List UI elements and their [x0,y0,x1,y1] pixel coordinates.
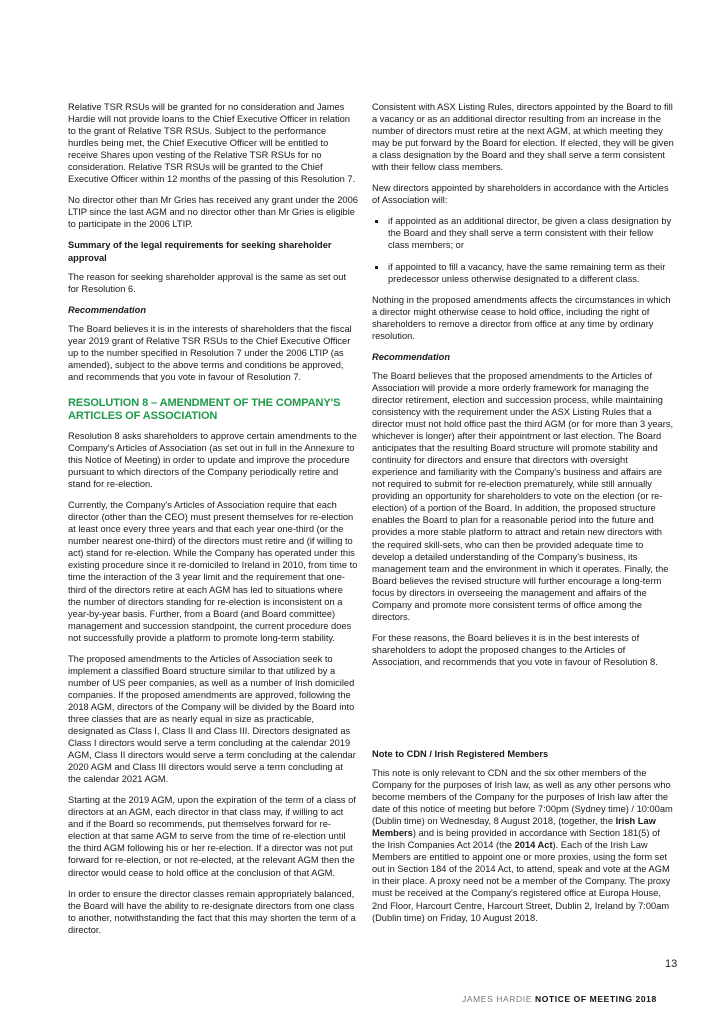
note-heading: Note to CDN / Irish Registered Members [372,748,549,759]
footer [462,994,657,1004]
paragraph: Starting at the 2019 AGM, upon the expiration of the term of a class of directors at an AGM, each director in that class may, if willing to act and if the Board so recommends, put themselves forward for re-election at that same AGM to serve from the time of re-election until the third AGM following his or her re-election. If a director was not put forward for re-election, or not re-elected, at the relevant AGM then the director would cease to hold office at the conclusion of that AGM. [68,795,356,878]
bullet-item: if appointed to fill a vacancy, have the same remaining term as their predecessor unless otherwise designated to a different class. [372,261,674,285]
spacer [372,677,674,748]
note-text: This note is only relevant to CDN and the six other members of the Company for the purposes of Irish law, as well as any other persons who become members of the Company for the purposes of Irish law after the date of this notice of meeting but before 7:00pm (Sydney time) / 10:00am (Dublin time) on Wednesday, 8 August 2018, (together, the [372,768,673,827]
paragraph: For these reasons, the Board believes it is in the best interests of shareholders to adopt the proposed changes to the Articles of Association, and recommends that you vote in favour of Resolution 8. [372,632,658,667]
note-defined-term: Irish Law Members [372,816,656,839]
note-text: ) and is being provided in accordance with Section 181(5) of the Irish Companies Act 2014 (the [372,828,660,851]
footer-brand: JAMES HARDIE [462,994,533,1004]
note-text: ). Each of the Irish Law Members are entitled to appoint one or more proxies, using the form set out in Section 184 of the 2014 Act, to attend, speak and vote at the AGM in their place. A proxy need not be a member of the Company. The proxy must be received at the Company's registered office at Europa House, 2nd Floor, Harcourt Centre, Harcourt Street, Dublin 2, Ireland by 7:00am (Dublin time) on Friday, 10 August 2018. [372,840,671,923]
paragraph: In order to ensure the director classes remain appropriately balanced, the Board will have the ability to re-designate directors from one class to another, notwithstanding the fact that this may shorten the term of a director. [68,888,356,935]
recommendation-heading: Recommendation [372,351,451,362]
paragraph: The Board believes that the proposed amendments to the Articles of Association will provide a more orderly framework for managing the director retirement, election and succession process, while maintaining consistency with the requirement under the ASX Listing Rules that a director must not hold office past the third AGM (or for more than 3 years, whichever is longer) after their appointment or last election. The Board anticipates that the resulting Board structure will promote stability and continuity for directors and ensure that directors with oversight experience and familiarity with the Company's business and affairs are not required to submit for re-election prematurely, while still annually providing an opportunity for shareholders to vote on the election (or re-election) of a portion of the Board. In addition, the proposed structure enables the Board to plan for a reasonable period into the future and provides a more stable platform to attract and retain new directors with the required skill-sets, who can then be provided adequate time to develop a detailed understanding of the Company's business, its management team and the environment in which it operates. Finally, the Board believes the revised structure will further encourage a long-term focus by directors in overseeing the management and affairs of the Company and promote more consistent terms of office among the directors. [372,370,674,622]
paragraph: The proposed amendments to the Articles of Association seek to implement a classified Board structure similar to that utilized by a number of US peer companies, as well as a number of Irish domiciled companies. If the proposed amendments are approved, following the 2018 AGM, directors of the Company will be divided by the Board into three classes that are as nearly equal in size as practicable, designated as Class I, Class II and Class III. Directors designated as Class I directors would serve a term concluding at the calendar 2019 AGM, Class II directors would serve a term concluding at the calendar 2020 AGM and Class III directors would serve a term concluding at the calendar 2021 AGM. [68,653,356,785]
bullet-list [372,215,674,284]
paragraph: The Board believes it is in the interests of shareholders that the fiscal year 2019 grant of Relative TSR RSUs to the Chief Executive Officer up to the number specified in Resolution 7 under the 2006 LTIP (as amended), subject to the above terms and conditions be approved, and recommends that you vote in favour of Resolution 7. [68,323,352,382]
footer-title: NOTICE OF MEETING 2018 [535,994,657,1004]
paragraph: Nothing in the proposed amendments affects the circumstances in which a director might otherwise cease to hold office, including the right of shareholders to remove a director from office at any time by ordinary resolution. [372,294,671,341]
paragraph: Relative TSR RSUs will be granted for no consideration and James Hardie will not provide loans to the Chief Executive Officer in relation to the grant of Relative TSR RSUs. Subject to the performance hurdles being met, the Chief Executive Officer will be entitled to receive Shares upon vesting of the Relative TSR RSUs for no consideration. Relative TSR RSUs will be granted to the Chief Executive Officer within 12 months of the passing of this Resolution 7. [68,102,356,185]
legal-requirements-subheading: Summary of the legal requirements for seeking shareholder approval [68,240,332,263]
note-defined-term: 2014 Act [514,840,553,851]
paragraph: No director other than Mr Gries has received any grant under the 2006 LTIP since the last AGM and no director other than Mr Gries is eligible to participate in the 2006 LTIP. [68,195,358,230]
paragraph: Resolution 8 asks shareholders to approve certain amendments to the Company's Articles of Association (as set out in full in the Annexure to this Notice of Meeting) in order to update and improve the procedure pursuant to which directors of the Company periodically retire and stand for re-election. [68,430,357,490]
resolution-8-heading: RESOLUTION 8 – AMENDMENT OF THE COMPANY'S ARTICLES OF ASSOCIATION [68,396,341,423]
right-column [372,101,674,933]
left-column [68,101,358,945]
note-paragraph [372,767,674,924]
paragraph: Currently, the Company's Articles of Association require that each director (other than the CEO) must present themselves for re-election at least once every three years and that each year one-third (or the number nearest one-third) of the directors must retire and (if willing to act) stand for re-election. While the Company has operated under this existing procedure since it re-domiciled to Ireland in 2010, from time to time the interaction of the 3 year limit and the requirement that one-third of the directors retire at each AGM has led to situations where the number of directors standing for re-election is inconsistent on a year-by-year basis. Further, from a Board (and Board committee) management and succession standpoint, the current procedure does not successfully provide a platform to promote long-term stability. [68,500,358,643]
page-number: 13 [665,958,678,970]
recommendation-heading: Recommendation [68,304,147,315]
paragraph: The reason for seeking shareholder approval is the same as set out for Resolution 6. [68,271,347,294]
bullet-item: if appointed as an additional director, be given a class designation by the Board and they shall serve a term consistent with their fellow class members; or [372,215,674,251]
paragraph: Consistent with ASX Listing Rules, directors appointed by the Board to fill a vacancy or as an additional director resulting from an increase in the number of directors must retire at the next AGM, at which meeting they may be put forward by the Board for election. If elected, they will be given a class designation by the Board and they shall serve a term consistent with their fellow class members. [372,102,674,173]
paragraph: New directors appointed by shareholders in accordance with the Articles of Association will: [372,183,669,206]
